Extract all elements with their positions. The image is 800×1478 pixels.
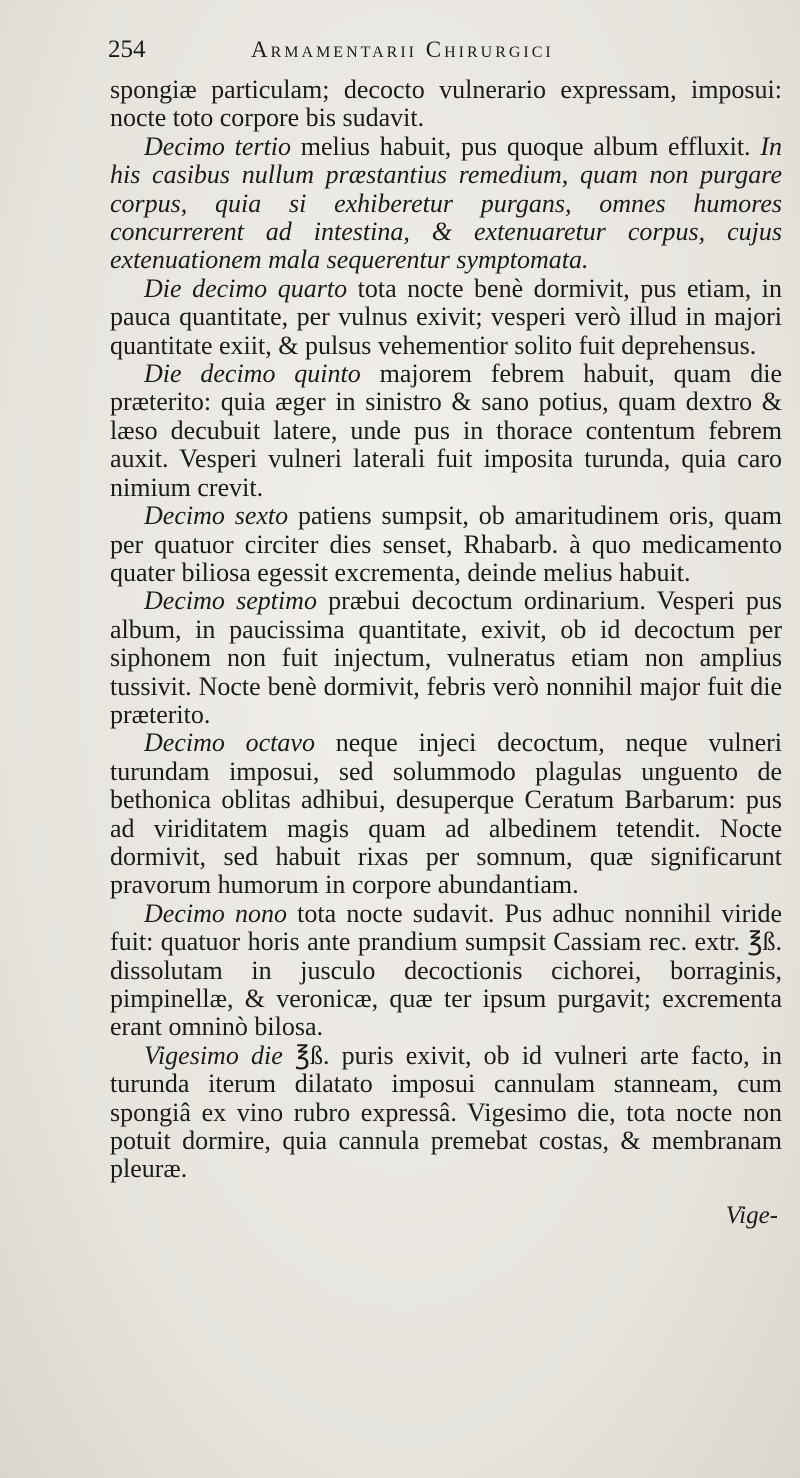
paragraph bbox=[110, 1042, 782, 1184]
text-run: tota nocte sudavit. Pus adhuc nonnihil viride fuit: quatuor horis ante prandium sumpsit Cassiam rec. extr. ℥ß. dissolutam in jusculo decoctionis cichorei, borraginis, pimpinellæ, & veronicæ, quæ ter ipsum purgavit; excrementa erant omninò bilosa. bbox=[110, 898, 782, 1042]
text-run: tota nocte benè dormivit, pus etiam, in pauca quantitate, per vulnus exivit; vesperi verò illud in majori quantitate exiit, & pulsus vehementior solito fuit deprehensus. bbox=[110, 273, 782, 360]
text-run: patiens sumpsit, ob amaritudinem oris, quam per quatuor circiter dies senset, Rhabarb. à quo medicamento quater biliosa egessit excrementa, deinde melius habuit. bbox=[110, 501, 782, 587]
catchword: Vige- bbox=[725, 1201, 778, 1229]
paragraph bbox=[110, 360, 782, 502]
italic-run: Decimo septimo bbox=[144, 586, 317, 616]
text-run: neque injeci decoctum, neque vulneri turundam imposui, sed solummodo plagulas unguento de bethonica oblitas adhibui, desuperque Ceratum Barbarum: pus ad viriditatem magis quam ad albedinem tetendit. Nocte dormivit, sed habuit rixas per somnum, quæ significarunt pravorum humorum in corpore abundantiam. bbox=[110, 728, 782, 900]
italic-run: Vigesimo die bbox=[144, 1040, 283, 1070]
italic-run: Decimo sexto bbox=[144, 501, 289, 531]
italic-run: Decimo octavo bbox=[144, 728, 315, 758]
text-run: spongiæ particulam; decocto vulnerario expressam, imposui: nocte toto corpore bis sudavit. bbox=[110, 75, 782, 133]
body-text bbox=[110, 76, 782, 1184]
italic-run: Decimo nono bbox=[144, 898, 288, 928]
text-run: majorem febrem habuit, quam die præterito: quia æger in sinistro & sano potius, quam dextro & læso decubuit latere, unde pus in thorace contentum febrem auxit. Vesperi vulneri laterali fuit imposita turunda, quia caro nimium crevit. bbox=[110, 359, 782, 502]
paragraph bbox=[110, 275, 782, 360]
paragraph bbox=[110, 133, 782, 275]
italic-run: Decimo tertio bbox=[144, 131, 291, 161]
text-run: præbui decoctum ordinarium. Vesperi pus album, in paucissima quantitate, exivit, ob id decoctum per siphonem non fuit injectum, vulneratus etiam non amplius tussivit. Nocte benè dormivit, febris verò nonnihil major fuit die præterito. bbox=[110, 586, 782, 729]
page-number: 254 bbox=[108, 36, 146, 63]
italic-run: Die decimo quarto bbox=[144, 273, 348, 303]
text-run: melius habuit, pus quoque album effluxit. bbox=[290, 131, 761, 161]
italic-run: Die decimo quinto bbox=[144, 359, 361, 389]
paragraph bbox=[110, 900, 782, 1042]
running-head: Armamentarii Chirurgici bbox=[251, 37, 554, 62]
paragraph bbox=[110, 729, 782, 899]
paragraph bbox=[110, 502, 782, 587]
italic-run: In his casibus nullum præstantius remedium, quam non purgare corpus, quia si exhiberetur purgans, omnes humores concurrerent ad intestina, & extenuaretur corpus, cujus extenuationem mala sequerentur symptomata. bbox=[110, 131, 782, 275]
page-header bbox=[110, 36, 782, 76]
paragraph bbox=[110, 587, 782, 729]
paragraph bbox=[110, 76, 782, 133]
text-run: ℥ß. puris exivit, ob id vulneri arte facto, in turunda iterum dilatato imposui cannulam stanneam, cum spongiâ ex vino rubro expressâ. Vigesimo die, tota nocte non potuit dormire, quia cannula premebat costas, & membranam pleuræ. bbox=[110, 1040, 782, 1184]
